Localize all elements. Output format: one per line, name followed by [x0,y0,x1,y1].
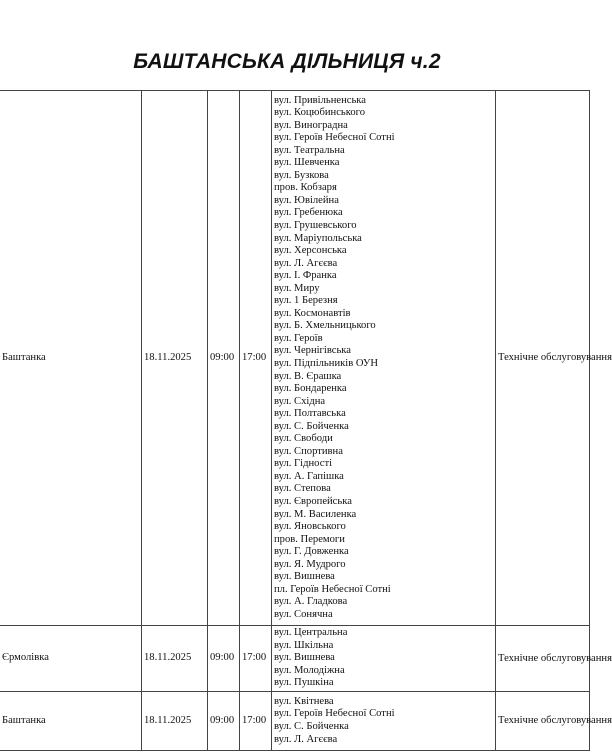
settlement-cell: Баштанка [0,692,142,751]
end-time-cell: 17:00 [240,91,272,626]
street-item: вул. Героїв Небесної Сотні [274,132,395,144]
street-item: вул. 1 Березня [274,295,338,307]
street-item: вул. Ювілейна [274,194,339,206]
street-item: вул. Яновського [274,521,346,533]
street-item: вул. А. Гладкова [274,596,348,608]
street-item: пров. Кобзаря [274,182,337,194]
street-item: вул. М. Василенка [274,508,357,520]
start-time-cell: 09:00 [208,626,240,692]
street-item: вул. Вишнева [274,652,335,664]
street-item: пл. Героїв Небесної Сотні [274,583,391,595]
street-item: вул. Привільненська [274,94,366,106]
street-item: вул. Коцюбинського [274,107,366,119]
street-item: вул. Театральна [274,144,345,156]
status-cell: Технічне обслуговування [496,626,590,692]
street-item: вул. В. Єрашка [274,370,342,382]
street-item: вул. Я. Мудрого [274,558,346,570]
street-item: вул. Г. Довженка [274,546,349,558]
start-time-cell: 09:00 [208,91,240,626]
street-item: вул. Б. Хмельницького [274,320,376,332]
street-item: вул. Шевченка [274,157,340,169]
street-item: вул. Свободи [274,433,333,445]
table-row [0,626,590,692]
street-item: вул. Героїв [274,332,323,344]
street-item: вул. Молодіжна [274,664,345,676]
street-item: вул. Гідності [274,458,333,470]
street-item: вул. Центральна [274,627,348,639]
street-item: вул. Бузкова [274,169,329,181]
status-cell: Технічне обслуговування [496,91,590,626]
street-item: вул. Чернігівська [274,345,352,357]
street-item: вул. Виноградна [274,119,348,131]
street-item: вул. Херсонська [274,245,347,257]
street-item: вул. Миру [274,282,320,294]
street-item: вул. Полтавська [274,408,346,420]
street-item: вул. Л. Агєєва [274,257,338,269]
street-item: вул. А. Гапішка [274,470,344,482]
streets-cell [272,692,496,751]
street-item: вул. Квітнева [274,695,334,707]
street-item: вул. Л. Агєєва [274,733,338,745]
street-item: вул. Вишнева [274,571,335,583]
street-item: вул. Степова [274,483,331,495]
street-item: вул. Підпільників ОУН [274,358,379,369]
street-item: вул. С. Бойченка [274,420,349,432]
outage-schedule-table [0,90,612,751]
table-row [0,91,590,626]
street-item: вул. І. Франка [274,270,337,282]
street-item: вул. Пушкіна [274,677,334,689]
streets-cell [272,91,496,626]
date-cell: 18.11.2025 [142,91,208,626]
start-time-cell: 09:00 [208,692,240,751]
end-time-cell: 17:00 [240,692,272,751]
table-row [0,692,590,751]
street-item: вул. Європейська [274,496,352,508]
street-item: вул. Гребенюка [274,207,343,219]
street-item: вул. С. Бойченка [274,721,349,732]
street-item: вул. Грушевського [274,219,357,231]
street-item: вул. Спортивна [274,445,343,457]
street-item: вул. Героїв Небесної Сотні [274,708,395,720]
settlement-cell: Єрмолівка [0,626,142,692]
end-time-cell: 17:00 [240,626,272,692]
street-item: вул. Маріупольська [274,232,362,244]
street-item: вул. Шкільна [274,639,334,651]
street-item: вул. Східна [274,395,326,407]
settlement-cell: Баштанка [0,91,142,626]
street-item: вул. Бондаренка [274,383,347,395]
street-item: вул. Сонячна [274,608,333,620]
streets-cell [272,626,496,692]
street-item: пров. Перемоги [274,533,345,545]
date-cell: 18.11.2025 [142,626,208,692]
page-title: БАШТАНСЬКА ДІЛЬНИЦЯ ч.2 [133,50,441,73]
status-cell: Технічне обслуговування [496,692,590,751]
date-cell: 18.11.2025 [142,692,208,751]
street-item: вул. Космонавтів [274,307,351,319]
